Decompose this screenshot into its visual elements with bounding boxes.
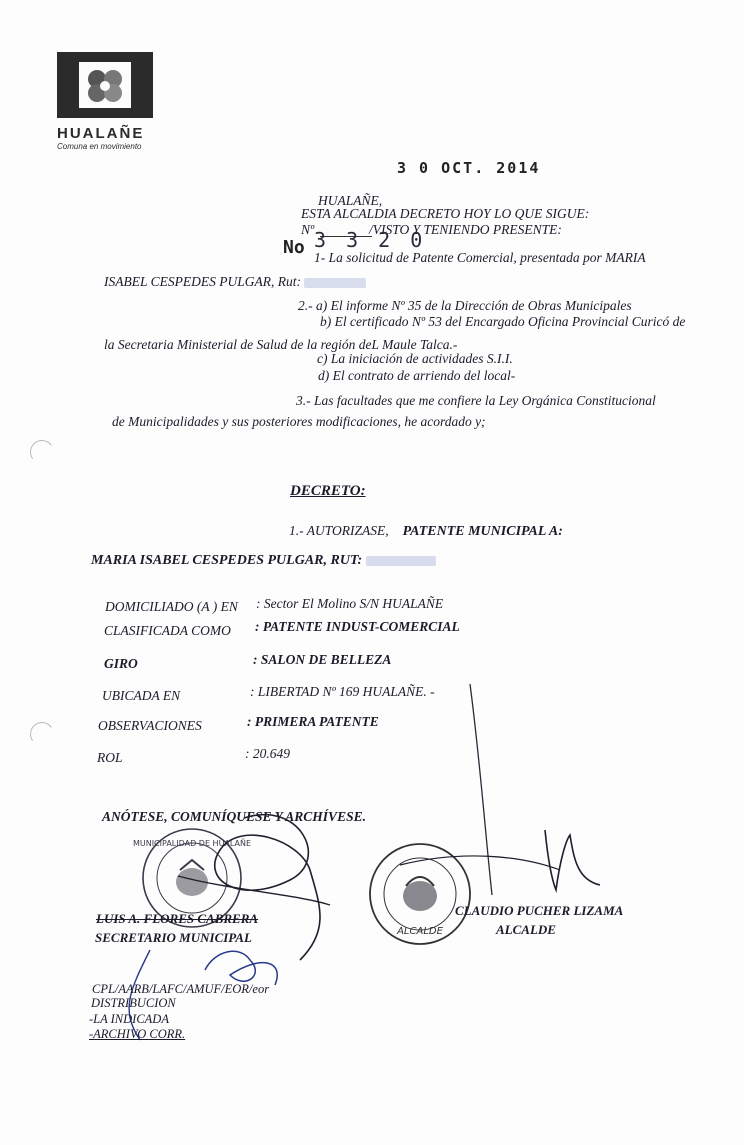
decree-number-value: 3 3 2 0 [314, 228, 427, 252]
initials-line: CPL/AARB/LAFC/AMUF/EOR/eor [92, 982, 270, 996]
distribution-item-1: -LA INDICADA [89, 1012, 169, 1026]
visto-1a: 1- La solicitud de Patente Comercial, presentada por MARIA [314, 250, 646, 265]
visto-1b-text: ISABEL CESPEDES PULGAR, Rut: [104, 274, 301, 289]
mayor-title: ALCALDE [496, 922, 556, 937]
preamble-line: ESTA ALCALDIA DECRETO HOY LO QUE SIGUE: [301, 206, 590, 221]
decree-heading: DECRETO: [290, 483, 366, 499]
field-value: : PATENTE INDUST-COMERCIAL [255, 619, 460, 634]
visto-2d: c) La iniciación de actividades S.I.I. [317, 351, 513, 366]
visto-2b: b) El certificado Nº 53 del Encargado Oficina Provincial Curicó de [320, 314, 686, 329]
field-value: : 20.649 [245, 746, 290, 761]
svg-text:MUNICIPALIDAD DE HUALAÑE: MUNICIPALIDAD DE HUALAÑE [132, 839, 252, 848]
visto-3a: 3.- Las facultades que me confiere la Ley Orgánica Constitucional [296, 393, 656, 408]
secretary-name: LUIS A. FLORES CABRERA [96, 911, 259, 926]
field-value: : SALON DE BELLEZA [253, 652, 392, 667]
visto-3b: de Municipalidades y sus posteriores modificaciones, he acordado y; [112, 414, 486, 429]
date-stamp: 3 0 OCT. 2014 [397, 159, 541, 177]
logo-tagline: Comuna en movimiento [57, 142, 142, 151]
secretary-title: SECRETARIO MUNICIPAL [95, 930, 252, 945]
field-label: UBICADA EN [102, 688, 181, 703]
field-value: : LIBERTAD Nº 169 HUALAÑE. - [250, 684, 435, 699]
visto-2c: la Secretaria Ministerial de Salud de la región deL Maule Talca.- [104, 337, 458, 352]
decree-line-1-bold: PATENTE MUNICIPAL A: [402, 524, 563, 539]
place-line: HUALAÑE, [318, 193, 383, 208]
logo-name: HUALAÑE [57, 125, 145, 142]
decree-number-prefix: Nº [301, 222, 315, 237]
visto-2e: d) El contrato de arriendo del local- [318, 368, 516, 383]
distribution-item-2: -ARCHIVO CORR. [89, 1027, 186, 1041]
decree-number-no: No [283, 237, 305, 258]
mayor-name: CLAUDIO PUCHER LIZAMA [455, 903, 624, 918]
holder-name: MARIA ISABEL CESPEDES PULGAR, RUT: [91, 553, 363, 568]
field-label: CLASIFICADA COMO [104, 623, 231, 638]
field-label: ROL [97, 750, 123, 765]
field-value: : Sector El Molino S/N HUALAÑE [256, 596, 444, 611]
field-value: : PRIMERA PATENTE [247, 714, 379, 729]
visto-2a: 2.- a) El informe Nº 35 de la Dirección de Obras Municipales [298, 298, 632, 313]
field-label: DOMICILIADO (A ) EN [105, 599, 238, 614]
closing-formula: ANÓTESE, COMUNÍQUESE Y ARCHÍVESE. [102, 809, 366, 824]
field-label: GIRO [104, 656, 138, 671]
field-label: OBSERVACIONES [98, 718, 202, 733]
visto-heading: /VISTO Y TENIENDO PRESENTE: [369, 222, 562, 237]
distribution-heading: DISTRIBUCION [91, 996, 176, 1010]
seal-alcalde-text: ALCALDE [397, 926, 443, 937]
decree-line-1-prefix: 1.- AUTORIZASE, [289, 523, 389, 538]
